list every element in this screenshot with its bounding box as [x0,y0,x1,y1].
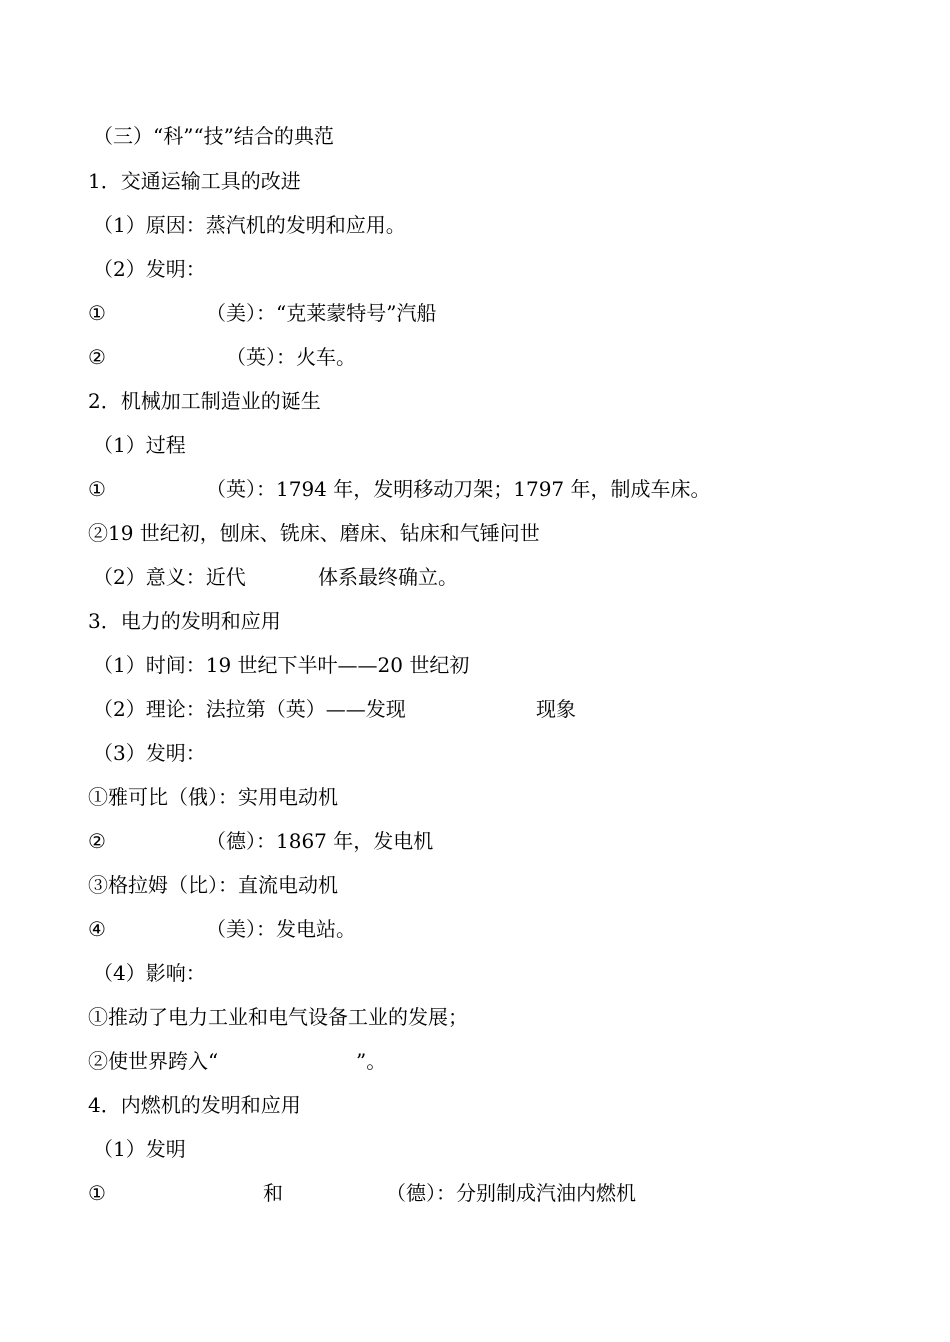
item-marker: ① [88,1181,106,1205]
blank-item-generator [0,826,434,856]
section-3-impact [0,958,206,988]
line-text: （2）意义：近代 [93,565,246,589]
blank-item-combustion-engine [0,1178,636,1208]
line-text: 现象 [536,697,576,721]
line-text: 体系最终确立。 [318,565,458,589]
item-impact-industry [0,1002,468,1032]
line-text: （美）：“克莱蒙特号”汽船 [206,301,437,325]
section-3-inventions [0,738,206,768]
blank-item-power-station [0,914,356,944]
section-3-title [0,606,281,636]
blank-item-lathe [0,474,711,504]
line-text: （1）时间：19 世纪下半叶——20 世纪初 [93,653,470,677]
item-dc-motor [0,870,338,900]
item-marker: ① [88,301,106,325]
blank-item-train [0,342,356,372]
line-text: （2）发明： [93,257,206,281]
blank-item-significance [0,562,458,592]
line-text: （德）：分别制成汽油内燃机 [386,1181,636,1205]
line-text: ①推动了电力工业和电气设备工业的发展； [88,1005,468,1029]
section-4-inventions [0,1134,186,1164]
line-text: （2）理论：法拉第（英）——发现 [93,697,406,721]
blank-item-era [0,1046,387,1076]
section-1-title [0,166,301,196]
section-3-time [0,650,470,680]
item-marker: ② [88,345,106,369]
section-title-text: 2．机械加工制造业的诞生 [88,389,321,413]
section-title-text: 4．内燃机的发明和应用 [88,1093,301,1117]
line-text: （1）过程 [93,433,186,457]
section-1-cause [0,210,406,240]
line-text: （英）：1794 年，发明移动刀架；1797 年，制成车床。 [206,477,711,501]
line-text: （1）原因：蒸汽机的发明和应用。 [93,213,406,237]
section-2-process [0,430,186,460]
line-text: ③格拉姆（比）：直流电动机 [88,873,338,897]
section-2-title [0,386,321,416]
line-text: （3）发明： [93,741,206,765]
section-title-text: 3．电力的发明和应用 [88,609,281,633]
section-heading-3 [0,121,334,151]
line-text: ”。 [356,1049,387,1073]
item-marker: ① [88,477,106,501]
section-4-title [0,1090,301,1120]
line-text: ②19 世纪初，刨床、铣床、磨床、钻床和气锤问世 [88,521,540,545]
line-text: ②使世界跨入“ [88,1049,219,1073]
line-text: （德）：1867 年，发电机 [206,829,434,853]
line-text: （1）发明 [93,1137,186,1161]
blank-item-steamship [0,298,437,328]
section-title-text: 1．交通运输工具的改进 [88,169,301,193]
line-text: （美）：发电站。 [206,917,356,941]
item-marker: ② [88,829,106,853]
line-text: ①雅可比（俄）：实用电动机 [88,785,338,809]
item-machine-tools [0,518,540,548]
blank-item-theory [0,694,576,724]
line-text: （4）影响： [93,961,206,985]
line-text: （英）：火车。 [226,345,356,369]
item-electric-motor [0,782,338,812]
line-text: 和 [263,1181,283,1205]
section-1-inventions [0,254,206,284]
item-marker: ④ [88,917,106,941]
heading-text: （三）“科”“技”结合的典范 [93,124,334,148]
